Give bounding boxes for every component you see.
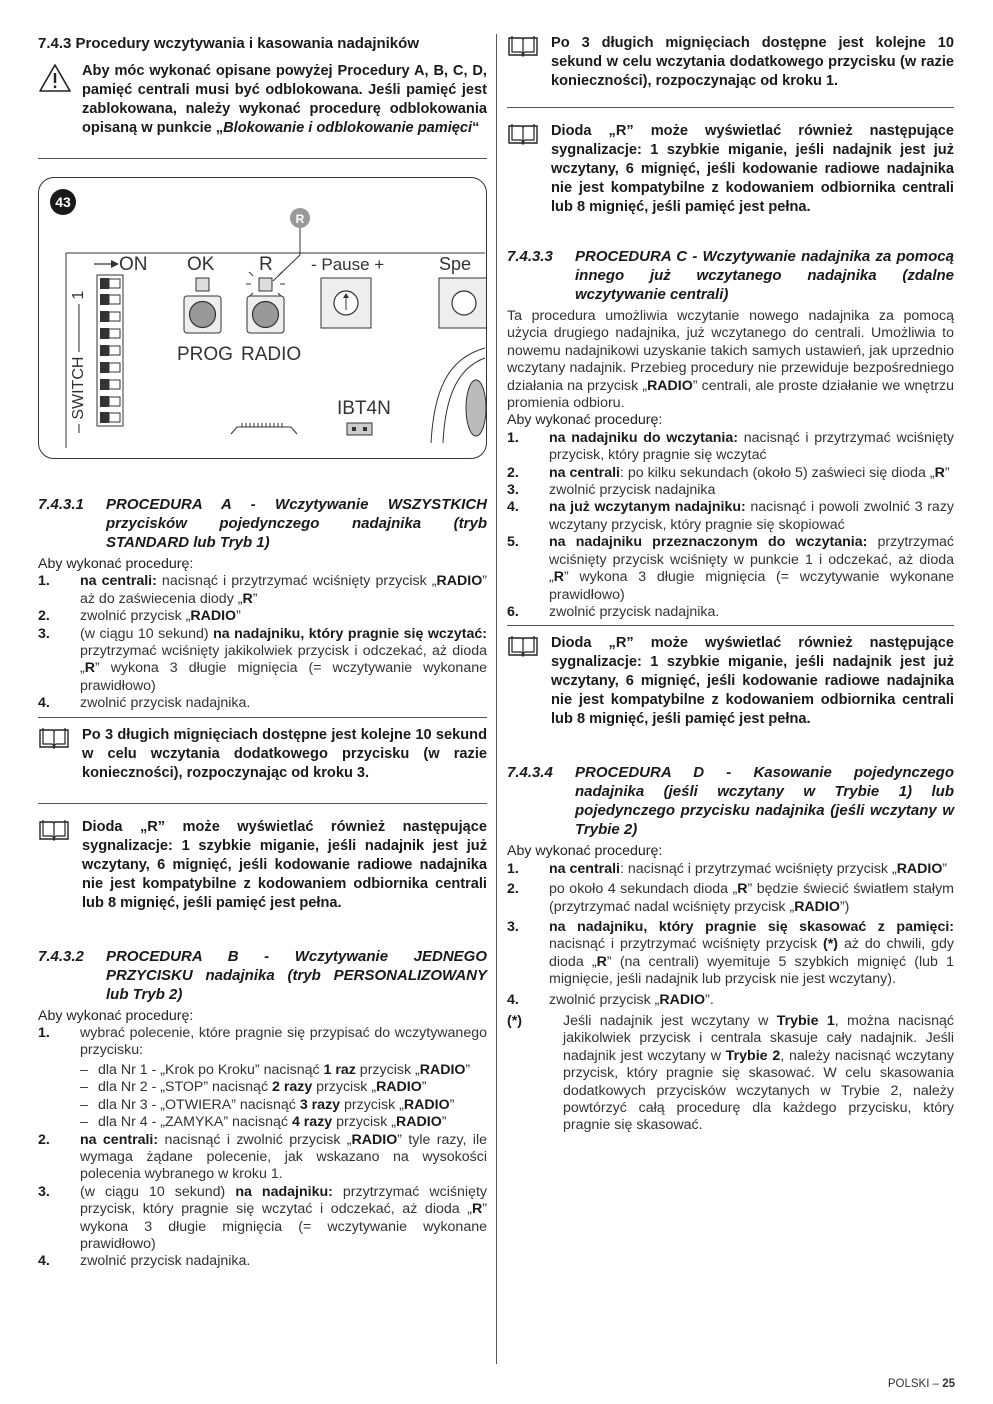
svg-text:R: R <box>259 254 273 275</box>
list-item: – dla Nr 3 - „OTWIERA” nacisnąć 3 razy przycisk „RADIO” <box>80 1096 455 1113</box>
proc-c-description: Ta procedura umożliwia wczytanie nowego nadajnika za pomocą użycia drugiego nadajnika, już wczytanego do centrali. Umożliwia to nowemu nadajnikowi uzyskanie takich samych ustawień, jak uprzednio wczytany nadajnik. Przebieg procedury nie przewiduje bezpośredniego działania na przycisk „RADIO” centrali, ale proste działanie we wnętrzu promienia odbioru. <box>507 308 954 412</box>
book-icon <box>38 819 70 841</box>
list-item: 2. na centrali: po kilku sekundach (około 5) zaświeci się dioda „R” <box>507 464 950 481</box>
list-item: 5. na nadajniku przeznaczonym do wczytania: przytrzymać wciśnięty przycisk wciśnięty w punkcie 1 i odczekać, aż dioda „R” wykona 3 długie mignięcia (= wczytywanie wykonane prawidłowo) <box>507 534 954 603</box>
list-item: 2. na centrali: nacisnąć i zwolnić przycisk „RADIO” tyle razy, ile wymaga żądane polecenie, jak wskazano na wysokości polecenia wybranego w kroku 1. <box>38 1131 487 1183</box>
book-icon <box>38 727 70 749</box>
figure-43 <box>38 177 487 459</box>
list-item: 1. na nadajniku do wczytania: nacisnąć i przytrzymać wciśnięty przycisk, który pragnie się wczytać <box>507 429 954 464</box>
proc-b-note-2: Dioda „R” może wyświetlać również następujące sygnalizacje: 1 szybkie miganie, jeśli nadajnik jest już wczytany, 6 mignięć, jeśli kodowanie radiowe nadajnika nie jest kompatybilne z kodowaniem odbiornika centrali lub 8 mignięć, jeśli pamięć jest pełna. <box>507 122 954 217</box>
proc-c-heading: 7.4.3.3 PROCEDURA C - Wczytywanie nadajnika za pomocą innego już wczytanego nadajnika (zdalne wczytywanie centrali) <box>507 248 954 303</box>
list-item: 4. zwolnić przycisk nadajnika. <box>38 1253 251 1270</box>
list-item: 1. wybrać polecenie, które pragnie się przypisać do wczytywanego przycisku: – dla Nr 1 - „Krok po Kroku” nacisnąć 1 raz przycisk „RADIO” – dla Nr 2 - „STOP” nacisnąć 2 razy przycisk „RADIO” – dla Nr 3 - „OTWIERA” nacisnąć 3 razy przycisk „RADIO” – dla Nr 4 - „ZAMYKA” nacisnąć 4 razy przycisk „RADIO” <box>38 1025 487 1131</box>
list-item: 2. po około 4 sekundach dioda „R” będzie świecić światłem stałym (przytrzymać nadal wciśnięty przycisk „RADIO”) <box>507 881 955 915</box>
proc-c-intro: Aby wykonać procedurę: <box>507 412 663 429</box>
list-item: 4. na już wczytanym nadajniku: nacisnąć i powoli zwolnić 3 razy wczytany przycisk, który pragnie się skopiować <box>507 499 955 533</box>
proc-b-heading: 7.4.3.2 PROCEDURA B - Wczytywanie JEDNEGO PRZYCISKU nadajnika (tryb PERSONALIZOWANY lub Tryb 2) <box>38 947 487 1003</box>
svg-text:43: 43 <box>55 194 71 210</box>
svg-text:OK: OK <box>187 254 215 275</box>
list-item: 1. na centrali: nacisnąć i przytrzymać wciśnięty przycisk „RADIO” <box>507 860 948 877</box>
column-divider <box>496 34 497 1364</box>
warning-icon <box>38 62 72 138</box>
proc-d-steps <box>507 861 954 1009</box>
list-item: – dla Nr 4 - „ZAMYKA” nacisnąć 4 razy przycisk „RADIO” <box>80 1114 447 1131</box>
proc-a-heading: 7.4.3.1 PROCEDURA A - Wczytywanie WSZYSTKICH przycisków pojedynczego nadajnika (tryb STANDARD lub Tryb 1) <box>38 496 487 551</box>
svg-text:R: R <box>295 212 305 226</box>
proc-b-intro: Aby wykonać procedurę: <box>38 1007 194 1024</box>
list-item: 6. zwolnić przycisk nadajnika. <box>507 603 720 620</box>
proc-a-note-2: Dioda „R” może wyświetlać również następujące sygnalizacje: 1 szybkie miganie, jeśli nadajnik jest już wczytany, 6 mignięć, jeśli kodowanie radiowe nadajnika nie jest kompatybilne z kodowaniem odbiornika centrali lub 8 mignięć, jeśli pamięć jest pełna. <box>38 818 487 913</box>
list-item: 1. na centrali: nacisnąć i przytrzymać wciśnięty przycisk „RADIO” aż do zaświecenia diody „R” <box>38 573 487 607</box>
divider-line <box>38 717 487 718</box>
book-icon <box>507 635 539 657</box>
proc-b-note-1: Po 3 długich mignięciach dostępne jest kolejne 10 sekund w celu wczytania dodatkowego przycisku (w razie konieczności), rozpoczynając od kroku 1. <box>507 34 954 108</box>
proc-c-note: Dioda „R” może wyświetlać również następujące sygnalizacje: 1 szybkie miganie, jeśli nadajnik jest już wczytany, 6 mignięć, jeśli kodowanie radiowe nadajnika nie jest kompatybilne z kodowaniem odbiornika centrali lub 8 mignięć, jeśli pamięć jest pełna. <box>507 634 954 729</box>
svg-text:ON: ON <box>119 254 148 275</box>
list-item: 2. zwolnić przycisk „RADIO” <box>38 608 241 625</box>
list-item: 3. (w ciągu 10 sekund) na nadajniku: przytrzymać wciśnięty przycisk, który pragnie się wczytać i odczekać, aż dioda „R” wykona 3 długie mignięcia (= wczytywanie wykonane prawidłowo) <box>38 1183 487 1252</box>
svg-text:- Pause +: - Pause + <box>311 255 385 274</box>
right-column <box>507 34 954 1135</box>
proc-d-intro: Aby wykonać procedurę: <box>507 843 663 860</box>
command-list <box>80 1062 487 1132</box>
list-item: 3. na nadajniku, który pragnie się skasować z pamięci: nacisnąć i przytrzymać wciśnięty przycisk (*) aż do chwili, gdy dioda „R” (na centrali) wyemituje 5 szybkich mignięć (lub 1 mignięcie, jeśli nadajnik lub przycisk nie jest wczytany). <box>507 918 954 988</box>
section-title: 7.4.3 Procedury wczytywania i kasowania nadajników <box>38 35 419 52</box>
proc-c-steps <box>507 430 954 621</box>
figure-43-drawing <box>39 178 487 459</box>
proc-a-note-1: Po 3 długich mignięciach dostępne jest kolejne 10 sekund w celu wczytania dodatkowego przycisku (w razie konieczności), rozpoczynając od kroku 3. <box>38 726 487 804</box>
svg-text:IBT4N: IBT4N <box>337 398 391 419</box>
list-item: 3. (w ciągu 10 sekund) na nadajniku, który pragnie się wczytać: przytrzymać wciśnięty jakikolwiek przycisk i odczekać, aż dioda „R” wykona 3 długie mignięcia (= wczytywanie wykonane prawidłowo) <box>38 625 487 694</box>
warning-text: Aby móc wykonać opisane powyżej Procedury A, B, C, D, pamięć centrali musi być odblokowana. Jeśli pamięć jest zablokowana, należy wykonać procedurę odblokowania opisaną w punkcie „Blokowanie i odblokowanie pamięci“ <box>82 63 487 136</box>
svg-text:Spe: Spe <box>439 254 472 274</box>
page-footer: POLSKI – 25 <box>887 1378 955 1390</box>
list-item: 4. zwolnić przycisk „RADIO”. <box>507 991 714 1008</box>
proc-d-heading: 7.4.3.4 PROCEDURA D - Kasowanie pojedynczego nadajnika (jeśli wczytany w Trybie 1) lub pojedynczego przycisku nadajnika (jeśli wczytany w Trybie 2) <box>507 764 954 839</box>
book-icon <box>507 35 539 57</box>
footnote: (*) Jeśli nadajnik jest wczytany w Trybie 1, można nacisnąć jakikolwiek przycisk i centrala skasuje cały nadajnik. Jeśli nadajnik jest wczytany w Trybie 2, należy nacisnąć wczytany przycisk, który pragnie się skasować. W celu skasowania dodatkowych przycisków wczytanych w Trybie 2, należy powtórzyć całą procedurę dla każdego przycisku, który pragnie się skasować. <box>507 1012 954 1134</box>
svg-text:– SWITCH ——— 1: – SWITCH ——— 1 <box>70 290 87 433</box>
svg-text:RADIO: RADIO <box>241 344 302 365</box>
proc-b-steps <box>38 1025 487 1271</box>
left-column <box>38 34 487 1271</box>
svg-text:PROG: PROG <box>177 344 233 365</box>
page-number: 25 <box>942 1378 955 1390</box>
book-icon <box>507 123 539 145</box>
proc-a-steps <box>38 573 487 712</box>
list-item: – dla Nr 2 - „STOP” nacisnąć 2 razy przycisk „RADIO” <box>80 1079 427 1096</box>
proc-a-intro: Aby wykonać procedurę: <box>38 556 194 572</box>
list-item: 4. zwolnić przycisk nadajnika. <box>38 695 251 712</box>
list-item: – dla Nr 1 - „Krok po Kroku” nacisnąć 1 raz przycisk „RADIO” <box>80 1061 471 1078</box>
list-item: 3. zwolnić przycisk nadajnika <box>507 482 716 499</box>
warning-note <box>38 62 487 159</box>
divider-line <box>507 625 954 626</box>
